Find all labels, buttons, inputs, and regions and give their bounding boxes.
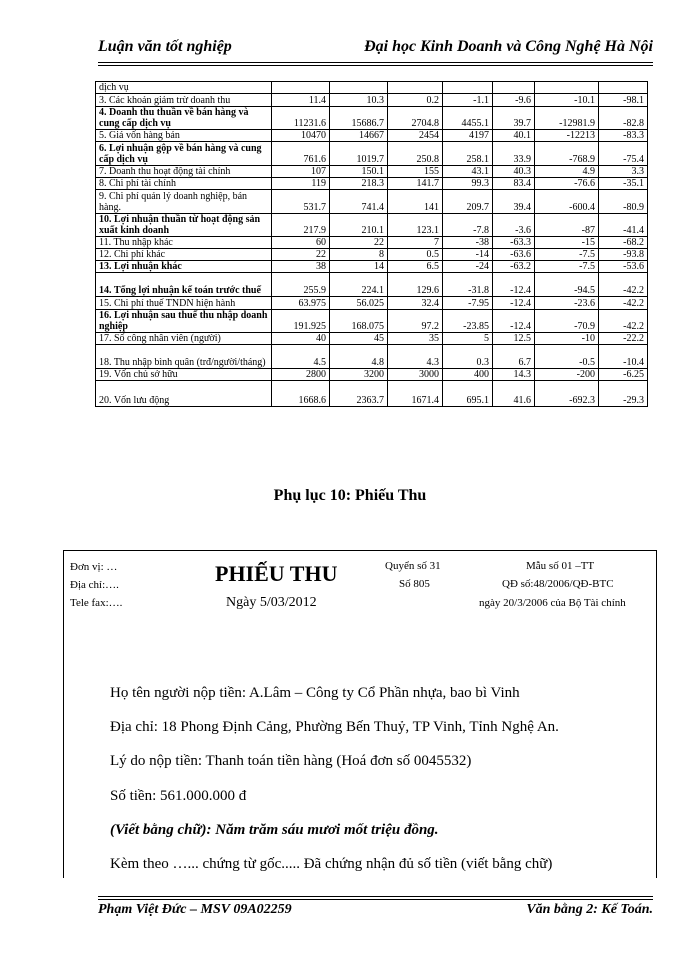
- receipt-decision: QĐ số:48/2006/QĐ-BTC: [502, 578, 614, 590]
- row-value: -692.3: [535, 381, 599, 407]
- header-university: Đại học Kinh Doanh và Công Nghệ Hà Nội: [364, 38, 653, 55]
- table-row: [96, 249, 648, 261]
- table-row: [96, 214, 648, 237]
- row-value: 4.8: [330, 345, 388, 369]
- receipt-title: PHIẾU THU: [215, 561, 338, 586]
- row-value: 2454: [388, 130, 443, 142]
- row-value: 6.7: [493, 345, 535, 369]
- financial-table: [95, 81, 648, 407]
- row-label: 16. Lợi nhuận sau thuế thu nhập doanh nghiệp: [96, 310, 272, 333]
- row-value: 224.1: [330, 273, 388, 297]
- row-value: 10470: [272, 130, 330, 142]
- receipt-number: Số 805: [399, 578, 430, 590]
- row-label: 5. Giá vốn hàng bán: [96, 130, 272, 142]
- row-value: -41.4: [599, 214, 648, 237]
- row-value: 1668.6: [272, 381, 330, 407]
- row-value: -0.5: [535, 345, 599, 369]
- row-value: 38: [272, 261, 330, 273]
- appendix-title: Phụ lục 10: Phiếu Thu: [273, 487, 427, 504]
- row-value: 2800: [272, 369, 330, 381]
- row-value: 0.5: [388, 249, 443, 261]
- row-value: 2363.7: [330, 381, 388, 407]
- table-row: [96, 94, 648, 107]
- row-value: 32.4: [388, 297, 443, 310]
- row-value: 1671.4: [388, 381, 443, 407]
- row-value: 45: [330, 333, 388, 345]
- row-value: 15686.7: [330, 107, 388, 130]
- table-row: [96, 190, 648, 214]
- row-value: 3000: [388, 369, 443, 381]
- row-value: -12.4: [493, 297, 535, 310]
- row-value: 129.6: [388, 273, 443, 297]
- row-label: 15. Chi phí thuế TNDN hiện hành: [96, 297, 272, 310]
- row-value: -70.9: [535, 310, 599, 333]
- row-value: 119: [272, 178, 330, 190]
- row-value: 141.7: [388, 178, 443, 190]
- row-value: -75.4: [599, 142, 648, 166]
- row-value: 4.3: [388, 345, 443, 369]
- row-value: 83.4: [493, 178, 535, 190]
- row-value: 56.025: [330, 297, 388, 310]
- row-value: -24: [443, 261, 493, 273]
- row-value: 2704.8: [388, 107, 443, 130]
- row-value: -42.2: [599, 310, 648, 333]
- row-value: 258.1: [443, 142, 493, 166]
- row-value: 168.075: [330, 310, 388, 333]
- table-row: [96, 82, 648, 94]
- row-value: 63.975: [272, 297, 330, 310]
- row-value: [272, 82, 330, 94]
- row-value: -31.8: [443, 273, 493, 297]
- row-value: -15: [535, 237, 599, 249]
- row-value: 107: [272, 166, 330, 178]
- receipt-address: Địa chỉ:….: [70, 579, 119, 591]
- row-label: 6. Lợi nhuận gộp về bán hàng và cung cấp dịch vụ: [96, 142, 272, 166]
- row-label: 10. Lợi nhuận thuần từ hoạt động sản xuất kinh doanh: [96, 214, 272, 237]
- row-value: -600.4: [535, 190, 599, 214]
- row-label: 8. Chi phí tài chính: [96, 178, 272, 190]
- row-value: 4455.1: [443, 107, 493, 130]
- reason-line: Lý do nộp tiền: Thanh toán tiền hàng (Hoá đơn số 0045532): [110, 753, 472, 769]
- row-value: 10.3: [330, 94, 388, 107]
- row-value: -53.6: [599, 261, 648, 273]
- row-value: 255.9: [272, 273, 330, 297]
- row-value: 6.5: [388, 261, 443, 273]
- row-value: 11231.6: [272, 107, 330, 130]
- row-value: -63.3: [493, 237, 535, 249]
- row-value: 741.4: [330, 190, 388, 214]
- row-value: -83.3: [599, 130, 648, 142]
- header-rule-2: [98, 65, 653, 66]
- row-value: 0.3: [443, 345, 493, 369]
- row-value: -768.9: [535, 142, 599, 166]
- row-value: 695.1: [443, 381, 493, 407]
- row-value: -12.4: [493, 273, 535, 297]
- row-value: 43.1: [443, 166, 493, 178]
- row-value: -12213: [535, 130, 599, 142]
- row-value: 209.7: [443, 190, 493, 214]
- row-value: 40.3: [493, 166, 535, 178]
- row-label: 12. Chi phí khác: [96, 249, 272, 261]
- row-value: 60: [272, 237, 330, 249]
- row-value: -7.8: [443, 214, 493, 237]
- row-label: 17. Số công nhân viên (người): [96, 333, 272, 345]
- row-value: 218.3: [330, 178, 388, 190]
- row-value: 531.7: [272, 190, 330, 214]
- row-value: -3.6: [493, 214, 535, 237]
- row-value: 22: [272, 249, 330, 261]
- row-value: 35: [388, 333, 443, 345]
- table-row: [96, 261, 648, 273]
- page-footer: [98, 902, 653, 924]
- row-label: 9. Chi phí quản lý doanh nghiệp, bán hàng.: [96, 190, 272, 214]
- row-value: 3200: [330, 369, 388, 381]
- row-value: 4197: [443, 130, 493, 142]
- row-value: [493, 82, 535, 94]
- row-value: 123.1: [388, 214, 443, 237]
- row-value: 99.3: [443, 178, 493, 190]
- row-value: [535, 82, 599, 94]
- row-value: -9.6: [493, 94, 535, 107]
- row-value: -10.1: [535, 94, 599, 107]
- receipt-book: Quyển số 31: [385, 560, 441, 572]
- row-value: 39.4: [493, 190, 535, 214]
- table-row: [96, 345, 648, 369]
- row-value: -29.3: [599, 381, 648, 407]
- receipt-form: [63, 550, 657, 878]
- row-value: 14: [330, 261, 388, 273]
- table-row: [96, 297, 648, 310]
- row-value: -63.2: [493, 261, 535, 273]
- row-value: -42.2: [599, 273, 648, 297]
- amount-words-line: (Viết bằng chữ): Năm trăm sáu mươi mốt triệu đồng.: [110, 822, 439, 838]
- table-row: [96, 381, 648, 407]
- row-value: -76.6: [535, 178, 599, 190]
- row-label: 14. Tổng lợi nhuận kế toán trước thuế: [96, 273, 272, 297]
- row-value: 40.1: [493, 130, 535, 142]
- row-value: 14667: [330, 130, 388, 142]
- table-row: [96, 333, 648, 345]
- receipt-telefax: Tele fax:….: [70, 597, 123, 609]
- row-value: 250.8: [388, 142, 443, 166]
- row-value: -82.8: [599, 107, 648, 130]
- row-value: -7.5: [535, 249, 599, 261]
- payer-address-line: Địa chỉ: 18 Phong Định Cảng, Phường Bến Thuỷ, TP Vinh, Tỉnh Nghệ An.: [110, 719, 559, 735]
- row-label: 18. Thu nhập bình quân (trđ/người/tháng): [96, 345, 272, 369]
- row-value: 4.9: [535, 166, 599, 178]
- row-value: -10.4: [599, 345, 648, 369]
- row-value: -23.6: [535, 297, 599, 310]
- row-label: 20. Vốn lưu động: [96, 381, 272, 407]
- row-value: -12.4: [493, 310, 535, 333]
- row-value: 22: [330, 237, 388, 249]
- row-value: 11.4: [272, 94, 330, 107]
- receipt-date: Ngày 5/03/2012: [226, 595, 317, 610]
- footer-rule: [98, 896, 653, 897]
- table-row: [96, 369, 648, 381]
- row-value: -35.1: [599, 178, 648, 190]
- row-value: -200: [535, 369, 599, 381]
- row-label: 3. Các khoản giảm trừ doanh thu: [96, 94, 272, 107]
- table-row: [96, 107, 648, 130]
- row-value: 150.1: [330, 166, 388, 178]
- row-value: 12.5: [493, 333, 535, 345]
- row-value: -63.6: [493, 249, 535, 261]
- row-value: 97.2: [388, 310, 443, 333]
- payer-line: Họ tên người nộp tiền: A.Lâm – Công ty Cổ Phần nhựa, bao bì Vinh: [110, 685, 520, 701]
- row-value: 40: [272, 333, 330, 345]
- row-value: 41.6: [493, 381, 535, 407]
- row-label: 7. Doanh thu hoạt động tài chính: [96, 166, 272, 178]
- row-value: [443, 82, 493, 94]
- row-value: 39.7: [493, 107, 535, 130]
- receipt-unit: Đơn vị: …: [70, 561, 118, 573]
- row-value: 8: [330, 249, 388, 261]
- footer-author: Phạm Việt Đức – MSV 09A02259: [98, 902, 292, 917]
- row-value: -93.8: [599, 249, 648, 261]
- row-value: 217.9: [272, 214, 330, 237]
- row-label: 4. Doanh thu thuần về bán hàng và cung cấp dịch vụ: [96, 107, 272, 130]
- row-value: -10: [535, 333, 599, 345]
- footer-degree: Văn bằng 2: Kế Toán.: [526, 902, 653, 917]
- amount-line: Số tiền: 561.000.000 đ: [110, 788, 247, 804]
- row-value: -23.85: [443, 310, 493, 333]
- row-value: 400: [443, 369, 493, 381]
- table-row: [96, 178, 648, 190]
- row-value: 3.3: [599, 166, 648, 178]
- footer-rule-2: [98, 899, 653, 900]
- table-row: [96, 237, 648, 249]
- row-value: 155: [388, 166, 443, 178]
- row-value: -68.2: [599, 237, 648, 249]
- receipt-form-code: Mẫu số 01 –TT: [526, 560, 595, 572]
- header-thesis-label: Luận văn tốt nghiệp: [98, 38, 232, 55]
- table-row: [96, 142, 648, 166]
- row-value: [388, 82, 443, 94]
- attached-line: Kèm theo …... chứng từ gốc..... Đã chứng nhận đủ số tiền (viết bằng chữ): [110, 856, 553, 872]
- row-value: -7.5: [535, 261, 599, 273]
- row-value: -94.5: [535, 273, 599, 297]
- row-label: 11. Thu nhập khác: [96, 237, 272, 249]
- row-value: 5: [443, 333, 493, 345]
- row-value: 14.3: [493, 369, 535, 381]
- row-label: dịch vụ: [96, 82, 272, 94]
- row-value: 33.9: [493, 142, 535, 166]
- row-value: -87: [535, 214, 599, 237]
- row-value: 191.925: [272, 310, 330, 333]
- row-value: -38: [443, 237, 493, 249]
- row-value: 141: [388, 190, 443, 214]
- row-value: -42.2: [599, 297, 648, 310]
- table-row: [96, 310, 648, 333]
- row-value: -7.95: [443, 297, 493, 310]
- row-value: -1.1: [443, 94, 493, 107]
- row-value: 0.2: [388, 94, 443, 107]
- table-row: [96, 166, 648, 178]
- header-rule: [98, 62, 653, 63]
- page-header: [98, 38, 653, 62]
- row-value: -98.1: [599, 94, 648, 107]
- row-value: -22.2: [599, 333, 648, 345]
- row-label: 19. Vốn chủ sở hữu: [96, 369, 272, 381]
- row-value: [330, 82, 388, 94]
- row-value: 4.5: [272, 345, 330, 369]
- table-row: [96, 130, 648, 142]
- row-value: -80.9: [599, 190, 648, 214]
- row-value: [599, 82, 648, 94]
- row-value: -12981.9: [535, 107, 599, 130]
- row-value: -14: [443, 249, 493, 261]
- receipt-decision-date: ngày 20/3/2006 của Bộ Tài chính: [479, 597, 626, 609]
- row-value: 1019.7: [330, 142, 388, 166]
- row-value: 210.1: [330, 214, 388, 237]
- table-row: [96, 273, 648, 297]
- row-value: 761.6: [272, 142, 330, 166]
- row-value: -6.25: [599, 369, 648, 381]
- row-value: 7: [388, 237, 443, 249]
- row-label: 13. Lợi nhuận khác: [96, 261, 272, 273]
